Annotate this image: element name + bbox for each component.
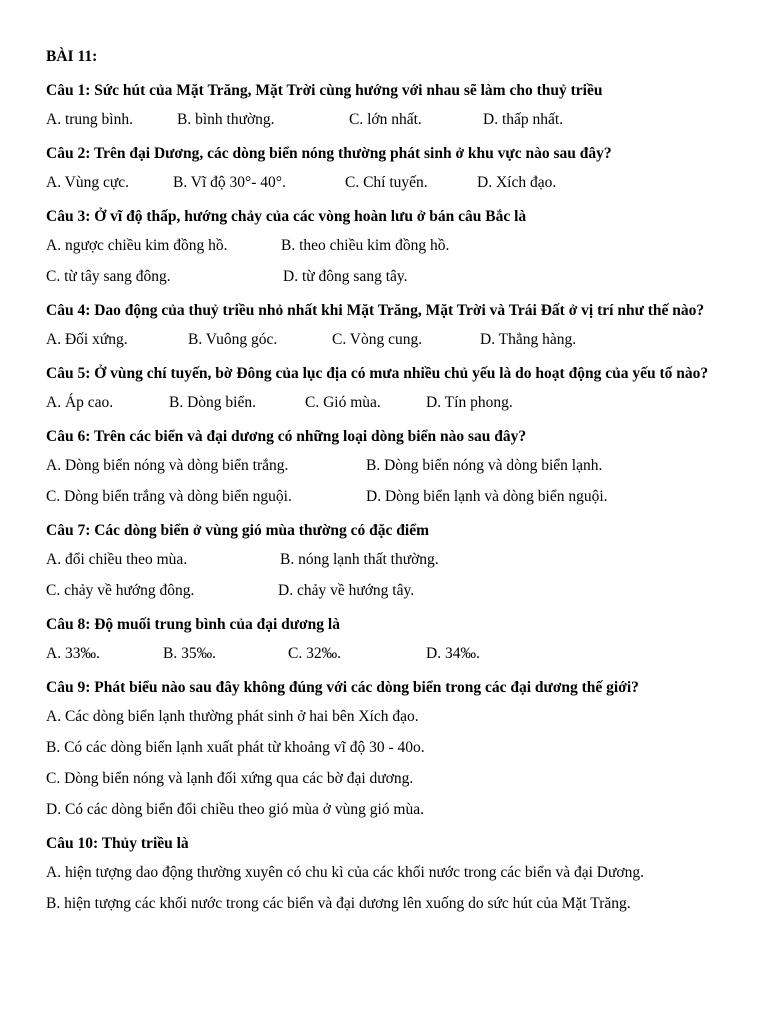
answer-q4-c: C. Vòng cung.	[332, 331, 423, 348]
answer-q9-a: A. Các dòng biển lạnh thường phát sinh ở hai bên Xích đạo.	[46, 708, 419, 725]
question-4: Câu 4: Dao động của thuỷ triều nhỏ nhất khi Mặt Trăng, Mặt Trời và Trái Đất ở vị trí như thế nào?	[46, 302, 705, 319]
answer-q1-b: B. bình thường.	[177, 111, 275, 128]
answer-q2-a: A. Vùng cực.	[46, 174, 130, 191]
answer-q7-b: B. nóng lạnh thất thường.	[280, 551, 439, 568]
answer-q8-d: D. 34‰.	[426, 645, 480, 662]
answer-q10-b: B. hiện tượng các khối nước trong các biển và đại dương lên xuống do sức hút của Mặt Trăng.	[46, 895, 631, 912]
answers-q2	[46, 170, 726, 201]
answer-q1-c: C. lớn nhất.	[349, 111, 422, 128]
answer-q4-a: A. Đối xứng.	[46, 331, 128, 348]
answer-q2-b: B. Vĩ độ 30°- 40°.	[173, 174, 286, 191]
answer-q6-d: D. Dòng biển lạnh và dòng biển nguội.	[366, 488, 608, 505]
answer-q6-b: B. Dòng biển nóng và dòng biển lạnh.	[366, 457, 603, 474]
answer-q3-b: B. theo chiều kim đồng hồ.	[281, 237, 450, 254]
question-8: Câu 8: Độ muối trung bình của đại dương là	[46, 616, 340, 633]
answer-q9-d: D. Có các dòng biển đổi chiều theo gió mùa ở vùng gió mùa.	[46, 801, 424, 818]
answer-q8-b: B. 35‰.	[163, 645, 216, 662]
answer-q6-a: A. Dòng biển nóng và dòng biển trắng.	[46, 457, 289, 474]
answer-q3-d: D. từ đông sang tây.	[283, 268, 408, 285]
answers-q4	[46, 327, 726, 358]
answer-q2-d: D. Xích đạo.	[477, 174, 557, 191]
answer-q3-c: C. từ tây sang đông.	[46, 268, 171, 285]
answer-q10-a: A. hiện tượng dao động thường xuyên có chu kì của các khối nước trong các biển và đại Dương.	[46, 864, 644, 881]
answer-q9-b: B. Có các dòng biển lạnh xuất phát từ khoảng vĩ độ 30 - 40o.	[46, 739, 425, 756]
answer-q3-a: A. ngược chiều kim đồng hồ.	[46, 237, 228, 254]
answer-q5-b: B. Dòng biển.	[169, 394, 256, 411]
answer-q7-c: C. chảy về hướng đông.	[46, 582, 195, 599]
question-3: Câu 3: Ở vĩ độ thấp, hướng chảy của các vòng hoàn lưu ở bán câu Bắc là	[46, 208, 527, 225]
answers-q6-row1	[46, 453, 726, 484]
answer-q4-b: B. Vuông góc.	[188, 331, 278, 348]
answers-q3-row1	[46, 233, 726, 264]
answer-q2-c: C. Chí tuyến.	[345, 174, 428, 191]
question-5: Câu 5: Ở vùng chí tuyến, bờ Đông của lục địa có mưa nhiều chủ yếu là do hoạt động của yếu tố nào?	[46, 365, 709, 382]
question-7: Câu 7: Các dòng biển ở vùng gió mùa thường có đặc điểm	[46, 522, 430, 539]
answer-q7-a: A. đổi chiều theo mùa.	[46, 551, 188, 568]
answer-q5-a: A. Áp cao.	[46, 394, 114, 411]
answer-q6-c: C. Dòng biển trắng và dòng biển nguội.	[46, 488, 292, 505]
answers-q5	[46, 390, 726, 421]
answer-q5-c: C. Gió mùa.	[305, 394, 381, 411]
answers-q6-row2	[46, 484, 726, 515]
answer-q1-a: A. trung bình.	[46, 111, 133, 128]
answers-q3-row2	[46, 264, 726, 295]
answers-q8	[46, 641, 726, 672]
answer-q4-d: D. Thẳng hàng.	[480, 331, 577, 348]
question-1: Câu 1: Sức hút của Mặt Trăng, Mặt Trời cùng hướng với nhau sẽ làm cho thuỷ triều	[46, 82, 603, 99]
answer-q1-d: D. thấp nhất.	[483, 111, 564, 128]
question-2: Câu 2: Trên đại Dương, các dòng biển nóng thường phát sinh ở khu vực nào sau đây?	[46, 145, 612, 162]
answer-q7-d: D. chảy về hướng tây.	[278, 582, 415, 599]
answer-q8-a: A. 33‰.	[46, 645, 100, 662]
question-6: Câu 6: Trên các biển và đại dương có những loại dòng biển nào sau đây?	[46, 428, 527, 445]
answers-q7-row1	[46, 547, 726, 578]
question-10: Câu 10: Thủy triều là	[46, 835, 189, 852]
lesson-title: BÀI 11:	[46, 48, 98, 65]
answer-q8-c: C. 32‰.	[288, 645, 341, 662]
question-9: Câu 9: Phát biểu nào sau đây không đúng với các dòng biển trong các đại dương thế giới?	[46, 679, 639, 696]
document-page	[46, 44, 726, 922]
answer-q5-d: D. Tín phong.	[426, 394, 513, 411]
answers-q7-row2	[46, 578, 726, 609]
answers-q1	[46, 107, 726, 138]
answer-q9-c: C. Dòng biển nóng và lạnh đối xứng qua các bờ đại dương.	[46, 770, 414, 787]
